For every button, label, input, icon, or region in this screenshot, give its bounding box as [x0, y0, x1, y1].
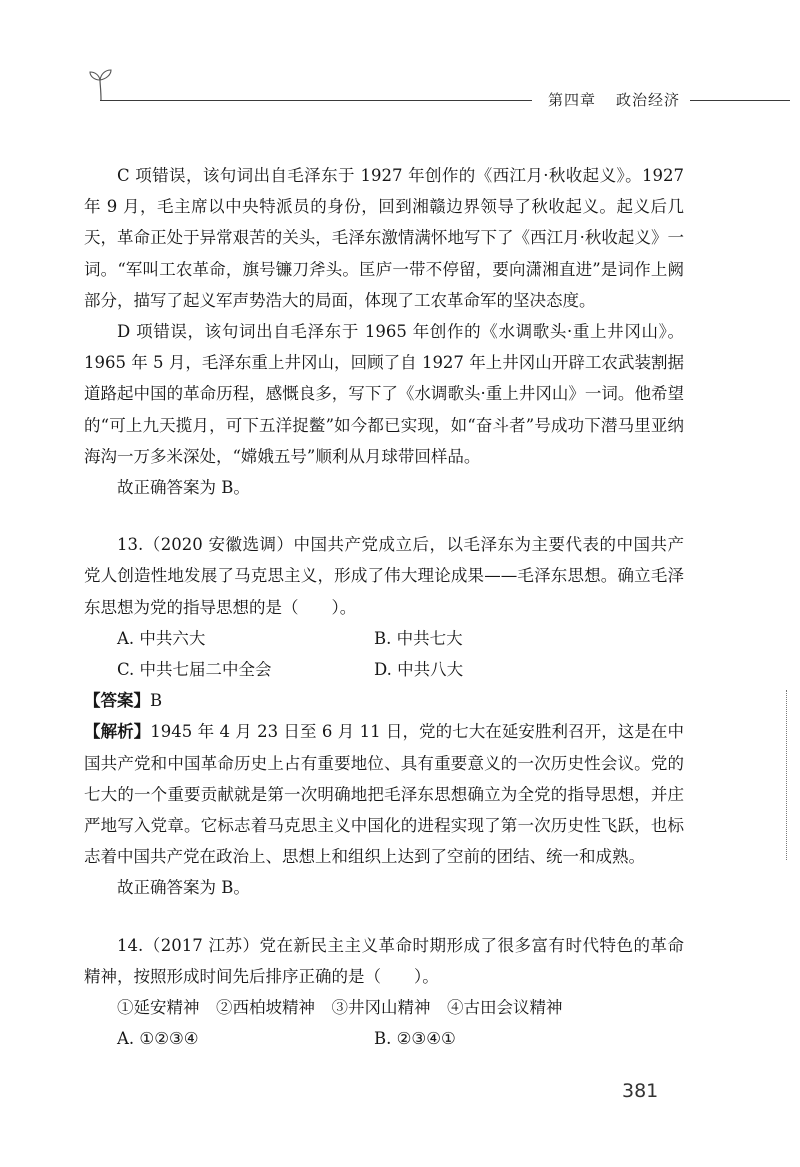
q13-stem: 13.（2020 安徽选调）中国共产党成立后，以毛泽东为主要代表的中国共产党人创造性地发展了马克思主义，形成了伟大理论成果——毛泽东思想。确立毛泽东思想为党的指导思想的是（ ）。	[84, 535, 684, 617]
q14-stem: 14.（2017 江苏）党在新民主主义革命时期形成了很多富有时代特色的革命精神，按照形成时间先后排序正确的是（ ）。	[84, 935, 684, 986]
q14-option-b: B. ②③④①	[374, 1029, 456, 1049]
running-header	[548, 89, 680, 110]
q13-conclusion: 故正确答案为 B。	[117, 878, 250, 898]
section-gap	[84, 904, 684, 930]
q14-items: ①延安精神 ②西柏坡精神 ③井冈山精神 ④古田会议精神	[117, 998, 563, 1018]
analysis-label: 【解析】	[84, 722, 151, 742]
q13-option-b: B. 中共七大	[374, 628, 463, 648]
q13-options-row-2	[84, 654, 684, 685]
c-option-explanation: C 项错误，该句词出自毛泽东于 1927 年创作的《西江月·秋收起义》。1927 年 9 月，毛主席以中央特派员的身份，回到湘赣边界领导了秋收起义。起义后几天，革命正处于异常艰苦的关头，毛泽东激情满怀地写下了《西江月·秋收起义》一词。“军叫工农革命，旗号镰刀斧头。匡庐一带不停留，要向潇湘直进”是词作上阙部分，描写了起义军声势浩大的局面，体现了工农革命军的坚决态度。	[84, 166, 684, 310]
d-option-explanation: D 项错误，该句词出自毛泽东于 1965 年创作的《水调歌头·重上井冈山》。1965 年 5 月，毛泽东重上井冈山，回顾了自 1927 年上井冈山开辟工农武装割据道路起中国的革命历程，感慨良多，写下了《水调歌头·重上井冈山》一词。他希望的“可上九天揽月，可下五洋捉鳖”如今都已实现，如“奋斗者”号成功下潜马里亚纳海沟一万多米深处，“嫦娥五号”顺利从月球带回样品。	[84, 322, 684, 466]
q13-option-c: C. 中共七届二中全会	[117, 660, 272, 680]
q13-option-d: D. 中共八大	[374, 660, 464, 680]
header-rule-left	[100, 100, 532, 101]
answer-value: B	[150, 691, 163, 711]
scan-edge-mark	[786, 690, 788, 860]
q13-analysis	[84, 716, 684, 872]
main-content	[84, 160, 684, 1054]
page-number: 381	[622, 1080, 659, 1102]
q13-options-row-1	[84, 623, 684, 654]
q13-answer	[84, 685, 684, 716]
sprout-icon	[84, 62, 118, 102]
q12-conclusion: 故正确答案为 B。	[117, 478, 250, 498]
q14-options-row-1	[84, 1023, 684, 1054]
analysis-text: 1945 年 4 月 23 日至 6 月 11 日，党的七大在延安胜利召开，这是在中国共产党和中国革命历史上占有重要地位、具有重要意义的一次历史性会议。党的七大的一个重要贡献就是第一次明确地把毛泽东思想确立为全党的指导思想，并庄严地写入党章。它标志着马克思主义中国化的进程实现了第一次历史性飞跃，也标志着中国共产党在政治上、思想上和组织上达到了空前的团结、统一和成熟。	[84, 722, 684, 867]
q14-option-a: A. ①②③④	[117, 1029, 199, 1049]
chapter-title: 政治经济	[616, 91, 681, 109]
header-rule-right	[690, 100, 790, 101]
section-gap	[84, 503, 684, 529]
chapter-number: 第四章	[548, 91, 597, 109]
q13-option-a: A. 中共六大	[117, 628, 206, 648]
answer-label: 【答案】	[84, 691, 150, 711]
